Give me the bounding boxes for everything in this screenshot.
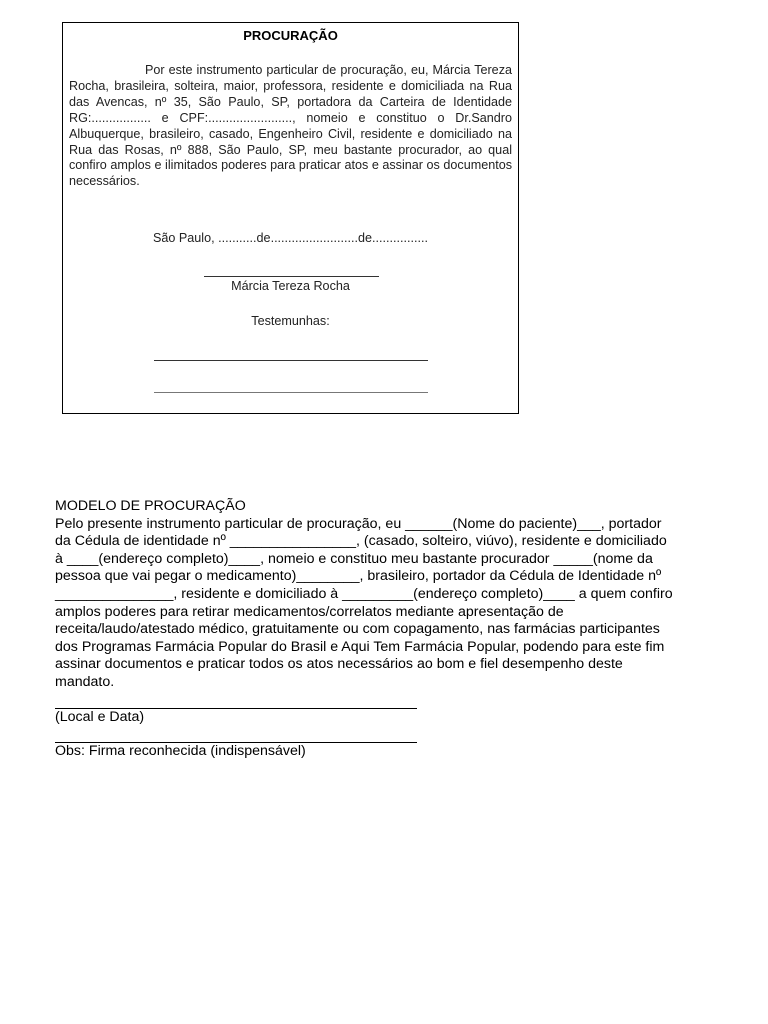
sample-place-date: São Paulo, ...........de.........................de................ <box>152 231 429 245</box>
model-title: MODELO DE PROCURAÇÃO <box>55 498 246 514</box>
signer-name: Márcia Tereza Rocha <box>231 279 350 293</box>
witness-signature-line-2 <box>154 392 428 393</box>
model-procuracao <box>55 498 675 761</box>
obs-note: Obs: Firma reconhecida (indispensável) <box>55 743 306 760</box>
sample-title: PROCURAÇÃO <box>243 28 338 43</box>
model-body: Pelo presente instrumento particular de procuração, eu ______(Nome do paciente)___, portador da Cédula de identidade nº ________________, (casado, solteiro, viúvo), residente e domiciliado à ____(endereço completo)____, nomeio e constituo meu bastante procurador _____(nome da pessoa que vai pegar o medicamento)________, brasileiro, portador da Cédula de Identidade nº _______________, residente e domiciliado à _________(endereço completo)____ a quem confiro amplos poderes para retirar medicamentos/correlatos mediante apresentação de receita/laudo/atestado médico, gratuitamente ou com copagamento, nas farmácias participantes dos Programas Farmácia Popular do Brasil e Aqui Tem Farmácia Popular, podendo para este fim assinar documentos e praticar todos os atos necessários ao bom e fiel desempenho deste mandato. <box>55 515 673 690</box>
local-date-label: (Local e Data) <box>55 708 145 725</box>
witnesses-label: Testemunhas: <box>251 314 330 328</box>
sample-procuracao-box <box>62 22 519 414</box>
sample-body: Por este instrumento particular de procuração, eu, Márcia Tereza Rocha, brasileira, solteira, maior, professora, residente e domiciliada na Rua das Avencas, nº 35, São Paulo, SP, portadora da Carteira de Identidade RG:................. e CPF:........................, nomeio e constituo o Dr.Sandro Albuquerque, brasileiro, casado, Engenheiro Civil, residente e domiciliado na Rua das Rosas, nº 888, São Paulo, SP, meu bastante procurador, ao qual confiro amplos e ilimitados poderes para praticar atos e assinar os documentos necessários. <box>69 63 512 189</box>
signer-signature-line <box>204 276 379 277</box>
witness-signature-line-1 <box>154 360 428 361</box>
